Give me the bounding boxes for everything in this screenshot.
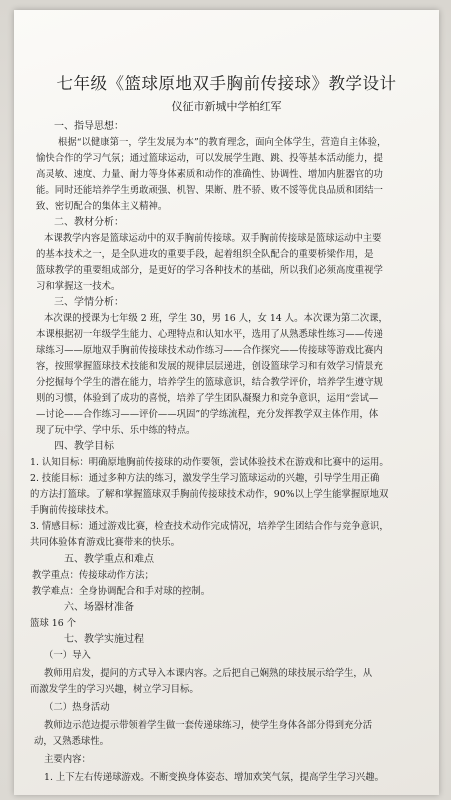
paragraph-line: 愉快合作的学习气氛；通过篮球运动，可以发展学生跑、跳、投等基本活动能力，提 xyxy=(36,153,383,164)
paragraph-line: 教师边示范边提示带领着学生做一套传递球练习，使学生身体各部分得到充分活 xyxy=(44,720,373,731)
paragraph-line: 教学重点：传接球动作方法； xyxy=(32,570,154,581)
paragraph-line: —讨论——合作练习——评价——巩固”的学练流程，充分发挥教学双主体作用，体 xyxy=(36,409,379,420)
section-heading: 六、场器材准备 xyxy=(64,602,134,613)
paragraph-line: 手胸前传接球技术。 xyxy=(30,505,115,516)
paragraph-line: 动，又熟悉球性。 xyxy=(34,736,110,747)
paragraph-line: 本课根据初一年级学生能力、心理特点和认知水平，选用了从熟悉球性练习——传递 xyxy=(36,329,383,340)
paragraph-line: 主要内容： xyxy=(44,754,91,765)
paragraph-line: 的方法打篮球。了解和掌握篮球双手胸前传接球技术动作，90%以上学生能掌握原地双 xyxy=(30,489,389,500)
paragraph-line: 篮球教学的重要组成部分，是更好的学习各种技术的基础，所以我们必须高度重视学 xyxy=(36,265,383,276)
document-title: 七年级《篮球原地双手胸前传接球》教学设计 xyxy=(56,74,397,93)
paragraph-line: 习和掌握这一技术。 xyxy=(36,281,121,292)
paragraph-line: 3. 情感目标：通过游戏比赛，检查技术动作完成情况，培养学生团结合作与竞争意识， xyxy=(30,521,389,532)
paragraph-line: 篮球 16 个 xyxy=(30,618,77,629)
document-page xyxy=(14,10,439,795)
paragraph-line: 致、密切配合的集体主义精神。 xyxy=(36,201,168,212)
section-heading: 七、教学实施过程 xyxy=(64,634,144,645)
paragraph-line: 容，按照掌握篮球技术技能和发展的规律层层递进，创设篮球学习和有效学习情景充 xyxy=(36,361,383,372)
paragraph-line: 本课教学内容是篮球运动中的双手胸前传接球。双手胸前传接球是篮球运动中主要 xyxy=(44,233,382,244)
section-heading: 四、教学目标 xyxy=(54,441,114,452)
section-heading: 三、学情分析： xyxy=(54,297,124,308)
subsection-heading: （一）导入 xyxy=(44,650,91,661)
paragraph-line: 高灵敏、速度、力量、耐力等身体素质和动作的准确性、协调性、增加内脏器官的功 xyxy=(36,169,383,180)
paragraph-line: 分挖掘每个学生的潜在能力，培养学生的篮球意识，结合教学评价，培养学生遵守规 xyxy=(36,377,383,388)
paragraph-line: 共同体验体育游戏比赛带来的快乐。 xyxy=(30,537,181,548)
paragraph-line: 教学难点：全身协调配合和手对球的控制。 xyxy=(32,586,211,597)
paragraph-line: 教师用启发，提问的方式导入本课内容。之后把自己娴熟的球技展示给学生，从 xyxy=(44,668,373,679)
paragraph-line: 1. 上下左右传递球游戏。不断变换身体姿态、增加欢笑气氛，提高学生学习兴趣。 xyxy=(44,772,385,783)
paragraph-line: 现了玩中学、学中乐、乐中练的特点。 xyxy=(36,425,196,436)
paragraph-line: 能。同时还能培养学生勇敢顽强、机智、果断、胜不骄、败不馁等优良品质和团结一 xyxy=(36,185,383,196)
paragraph-line: 球练习——原地双手胸前传接球技术动作练习——合作探究——传接球等游戏比赛内 xyxy=(36,345,383,356)
paragraph-line: 的基本技术之一，是全队进攻的重要手段，起着组织全队配合的重要桥梁作用，是 xyxy=(36,249,374,260)
paragraph-line: 1. 认知目标：明确原地胸前传接球的动作要领，尝试体验技术在游戏和比赛中的运用。 xyxy=(30,457,389,468)
section-heading: 二、教材分析： xyxy=(54,217,124,228)
subsection-heading: （二）热身活动 xyxy=(44,702,110,713)
paragraph-line: 2. 技能目标：通过多种方法的练习，激发学生学习篮球运动的兴趣，引导学生用正确 xyxy=(30,473,380,484)
paragraph-line: 则的习惯，体验到了成功的喜悦，培养了学生团队凝聚力和竞争意识，运用“尝试— xyxy=(36,393,379,404)
author-line: 仪征市新城中学柏红军 xyxy=(171,100,282,113)
paragraph-line: 本次课的授课为七年级 2 班，学生 30，男 16 人，女 14 人。本次课为第二次课， xyxy=(44,313,388,324)
paragraph-line: 根据“以健康第一，学生发展为本”的教育理念，面向全体学生，营造自主体验， xyxy=(58,137,387,148)
paragraph-line: 而激发学生的学习兴趣，树立学习目标。 xyxy=(30,684,199,695)
section-heading: 一、指导思想： xyxy=(54,121,124,132)
section-heading: 五、教学重点和难点 xyxy=(64,554,154,565)
